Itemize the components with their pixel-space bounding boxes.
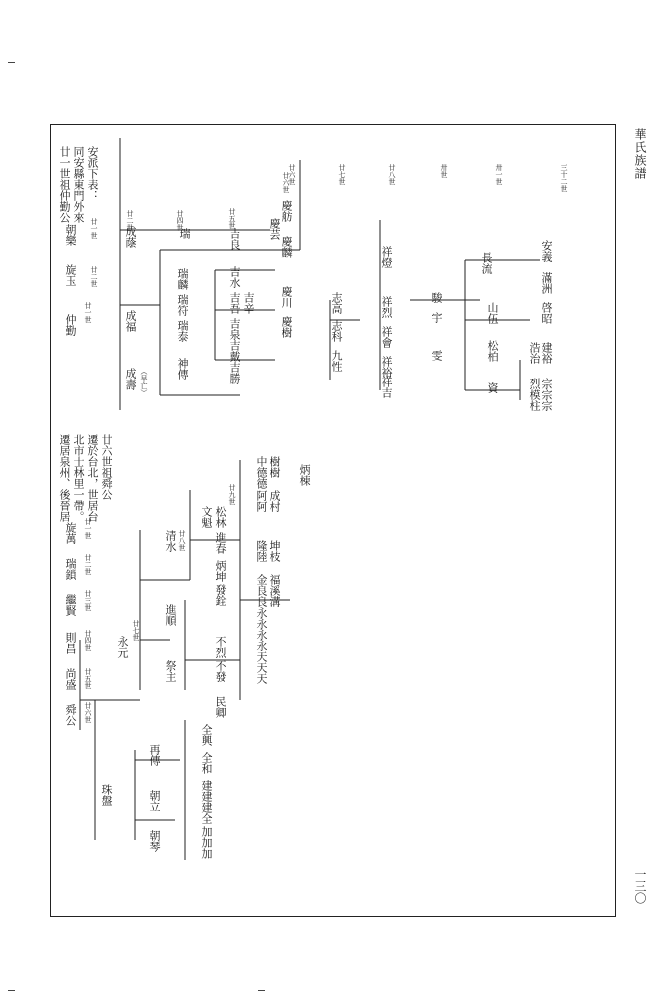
grandsons-row2-2: 坤枝 <box>268 540 281 562</box>
bottom-name-18: 珠盤 <box>100 784 113 806</box>
bottom-name-6: 永元 <box>116 636 129 658</box>
bottom-name-4: 瑞鎖 <box>64 558 77 580</box>
top-name-39: 滿洲 <box>540 272 553 294</box>
gen-label-top-5: 卅一世 <box>495 164 503 185</box>
top-gen-6: 廿六世 <box>282 172 290 193</box>
intro-top-line-1: 廿一世祖仲勤公 <box>58 146 71 223</box>
margin-mark <box>8 990 15 991</box>
intro-bottom-line-3: 遷於台北，世居台 <box>86 434 99 522</box>
top-name-28: 祥會 <box>380 326 393 348</box>
top-name-15: 吉辛 <box>242 292 255 314</box>
bottom-gen-6: 廿七世 <box>132 620 140 641</box>
top-name-0: 朝樂 <box>64 224 77 246</box>
grandsons-row2-1: 成村 <box>268 490 281 512</box>
top-name-7: 慶芸 <box>268 218 281 240</box>
grandsons-row1-1: 阿阿 <box>255 490 268 512</box>
top-name-9: 成福 <box>124 310 137 332</box>
bottom-name-16: 不烈 <box>214 636 227 658</box>
intro-bottom-line-1: 遷居泉州、後晉居 <box>58 434 71 522</box>
top-name-42: 浩治 <box>528 342 541 364</box>
bottom-gen-1: 廿五世 <box>84 668 92 689</box>
bottom-gen-7: 廿八世 <box>178 530 186 551</box>
bottom-name-10: 進春 <box>214 532 227 554</box>
bottom-name-3: 繼賢 <box>64 594 77 616</box>
top-gen-23: （早亡） <box>140 368 148 396</box>
top-gen-5: 廿五世 <box>228 208 236 229</box>
intro-bottom-line-2: 北市士林里一帶。 <box>72 434 85 522</box>
bottom-name-9: 文魁 <box>200 506 213 528</box>
top-name-37: 資 <box>486 382 499 393</box>
bottom-name-2: 則昌 <box>64 632 77 654</box>
top-name-35: 山伍 <box>486 302 499 324</box>
gen-label-top-2: 廿七世 <box>338 164 346 185</box>
top-name-6: 慶舫 <box>280 200 293 222</box>
gen-label-top-4: 卅世 <box>440 164 448 178</box>
top-name-4: 瑞 <box>178 228 191 239</box>
top-name-5: 吉良 <box>228 228 241 250</box>
bottom-gen-8: 廿九世 <box>228 484 236 505</box>
bottom-gen-3: 廿三世 <box>84 590 92 611</box>
top-name-10: 瑞麟 <box>176 268 189 290</box>
gen-label-top-1: 廿六世 <box>288 164 296 185</box>
top-gen-2: 廿一世 <box>84 302 92 323</box>
top-name-44: 烈模柱 <box>528 378 541 411</box>
top-name-3: 成蔭 <box>124 226 137 248</box>
grandsons-row1-3: 金良良永永永永天天天 <box>255 574 268 684</box>
bottom-name-20: 再傳 <box>148 744 161 766</box>
gen-label-top-6: 三十二世 <box>560 164 568 192</box>
top-name-36: 松柏 <box>486 340 499 362</box>
top-name-25: 吉勝 <box>228 362 241 384</box>
bottom-name-23: 全和 <box>200 752 213 774</box>
top-name-31: 宇 <box>430 312 443 323</box>
bottom-gen-2: 廿四世 <box>84 630 92 651</box>
top-name-24: 神傳 <box>176 358 189 380</box>
gen-label-top-3: 廿八世 <box>388 164 396 185</box>
bottom-gen-0: 廿六世 <box>84 702 92 723</box>
grandsons-row1-2: 隆陸 <box>255 540 268 562</box>
top-name-32: 駿 <box>430 292 443 303</box>
margin-mark <box>8 62 15 63</box>
top-name-20: 志高 <box>330 292 343 314</box>
top-name-14: 吉吾 <box>228 292 241 314</box>
running-header: 華氏族譜 <box>633 128 647 180</box>
top-name-23: 成壽 <box>124 368 137 390</box>
top-gen-1: 廿二世 <box>90 266 98 287</box>
bottom-name-15: 不發 <box>214 660 227 682</box>
top-name-13: 吉水 <box>228 266 241 288</box>
top-name-2: 仲勤 <box>64 314 77 336</box>
top-name-16: 吉泉 <box>228 318 241 340</box>
top-gen-3: 廿二世 <box>126 210 134 231</box>
grandsons-row1-0: 中德德 <box>255 456 268 489</box>
bottom-name-26: 炳棟 <box>298 464 311 486</box>
page-number: 一三〇 <box>633 868 647 904</box>
bottom-name-19: 朝立 <box>148 790 161 812</box>
top-name-8: 慶麟 <box>280 236 293 258</box>
bottom-name-11: 炳坤 <box>214 560 227 582</box>
bottom-name-8: 松林 <box>214 506 227 528</box>
top-name-21: 志科 <box>330 320 343 342</box>
top-gen-4: 廿四世 <box>176 210 184 231</box>
top-name-18: 慶川 <box>280 286 293 308</box>
bottom-name-13: 發銓 <box>214 584 227 606</box>
top-name-41: 建裕 <box>540 342 553 364</box>
bottom-name-12: 進順 <box>164 604 177 626</box>
top-name-1: 旋玉 <box>64 264 77 286</box>
margin-mark <box>258 990 265 991</box>
top-name-30: 祥吉 <box>380 376 393 398</box>
intro-top-line-3: 安派下表： <box>86 146 99 201</box>
top-name-17: 吉戴 <box>228 340 241 362</box>
top-name-34: 長流 <box>480 252 493 274</box>
top-name-27: 祥烈 <box>380 296 393 318</box>
bottom-name-1: 尚盛 <box>64 668 77 690</box>
bottom-gen-5: 廿一世 <box>84 518 92 539</box>
grandsons-row2-0: 樹樹 <box>268 456 281 478</box>
top-name-40: 啓昭 <box>540 302 553 324</box>
bottom-name-22: 全興 <box>200 724 213 746</box>
top-name-43: 宗宗宗 <box>540 378 553 411</box>
grandsons-row2-3: 福溪溝 <box>268 574 281 607</box>
bottom-name-25: 建建建全 <box>200 780 213 824</box>
top-name-33: 雯 <box>430 350 443 361</box>
bottom-name-0: 舜公 <box>64 704 77 726</box>
bottom-name-21: 朝琴 <box>148 830 161 852</box>
top-name-12: 瑞泰 <box>176 320 189 342</box>
intro-bottom-line-4: 廿六世祖舜公 <box>100 434 113 500</box>
top-gen-0: 廿一世 <box>90 218 98 239</box>
bottom-name-5: 旋萬 <box>64 522 77 544</box>
top-name-22: 九性 <box>330 350 343 372</box>
bottom-name-17: 民卿 <box>214 696 227 718</box>
bottom-name-7: 清水 <box>164 530 177 552</box>
top-name-29: 祥裕 <box>380 356 393 378</box>
bottom-name-14: 祭主 <box>164 660 177 682</box>
top-name-26: 祥燈 <box>380 246 393 268</box>
bottom-gen-4: 廿二世 <box>84 554 92 575</box>
top-name-38: 安義 <box>540 240 553 262</box>
top-name-19: 慶樹 <box>280 316 293 338</box>
top-name-11: 瑞符 <box>176 294 189 316</box>
intro-top-line-2: 同安縣東門外來 <box>72 146 85 223</box>
bottom-name-24: 加加加 <box>200 826 213 859</box>
